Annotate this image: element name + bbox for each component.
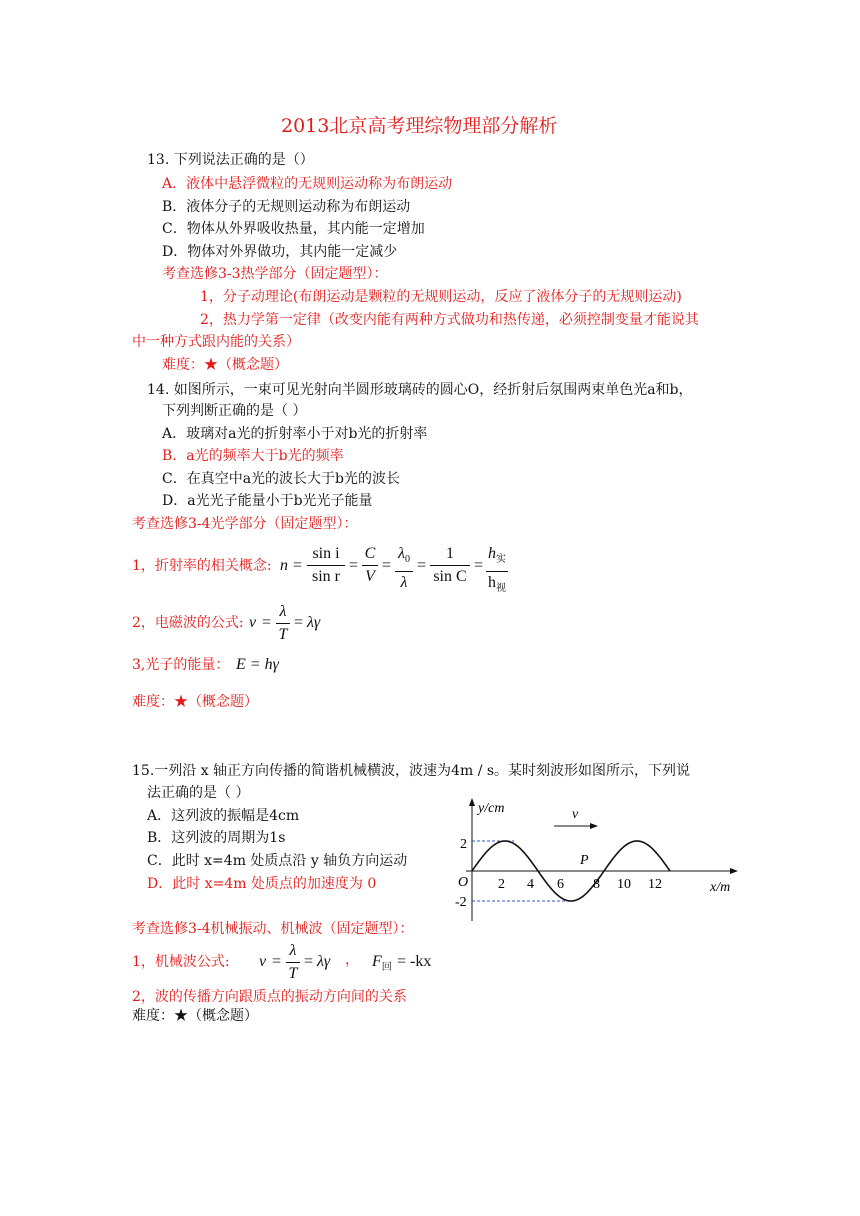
fraction-c-v bbox=[362, 544, 378, 587]
x-tick-6: 6 bbox=[557, 877, 564, 892]
q13-option-c: C．物体从外界吸收热量，其内能一定增加 bbox=[162, 221, 425, 237]
fraction-denominator: sin r bbox=[312, 568, 340, 585]
q13-analysis-heading: 考查选修3-3热学部分（固定题型）： bbox=[162, 266, 388, 282]
q14-formula2-label: 2，电磁波的公式: bbox=[132, 615, 244, 631]
formula-lambda-gamma: λγ bbox=[317, 953, 331, 970]
q14-stem-line1: 14. 如图所示，一束可见光射向半圆形玻璃砖的圆心O，经折射后氛围两束单色光a和b， bbox=[147, 382, 693, 398]
y-tick-neg2: -2 bbox=[455, 895, 467, 910]
fraction-denominator: T bbox=[278, 626, 288, 643]
page-title: 2013北京高考理综物理部分解析 bbox=[281, 115, 558, 137]
y-axis-arrow-icon bbox=[469, 798, 475, 806]
x-tick-12: 12 bbox=[648, 877, 662, 892]
q15-point-2: 2，波的传播方向跟质点的振动方向间的关系 bbox=[132, 989, 407, 1005]
q13-option-b: B．液体分子的无规则运动称为布朗运动 bbox=[162, 199, 411, 215]
x-tick-2: 2 bbox=[498, 877, 505, 892]
q15-option-b: B．这列波的周期为1s bbox=[147, 830, 286, 846]
origin-label: O bbox=[458, 875, 469, 890]
q13-point-1: 1，分子动理论(布朗运动是颗粒的无规则运动，反应了液体分子的无规则运动) bbox=[200, 289, 682, 305]
q14-formula1-label: 1，折射率的相关概念: bbox=[132, 558, 272, 574]
fraction-numerator: 1 bbox=[446, 545, 454, 562]
x-tick-8: 8 bbox=[593, 877, 600, 892]
q15-stem-line2: 法正确的是（ ） bbox=[147, 785, 250, 801]
x-tick-10: 10 bbox=[617, 877, 631, 892]
fraction-numerator: λ bbox=[289, 942, 297, 959]
fraction-lambda-t bbox=[286, 941, 300, 984]
fraction-denominator: T bbox=[288, 965, 298, 982]
q14-option-d: D．a光光子能量小于b光光子能量 bbox=[162, 493, 373, 509]
q15-option-a: A．这列波的振幅是4cm bbox=[147, 808, 300, 824]
subscript-zero: 0 bbox=[404, 554, 410, 566]
q15-stem-line1: 15.一列沿 x 轴正方向传播的简谐机械横波，波速为4m / s。某时刻波形如图所示，下列说 bbox=[132, 763, 691, 779]
x-tick-4: 4 bbox=[527, 877, 534, 892]
h-real: h bbox=[488, 545, 496, 562]
formula-n: n bbox=[280, 557, 288, 574]
force-rhs: = -kx bbox=[397, 953, 432, 970]
velocity-label: v bbox=[572, 807, 579, 822]
subscript-hui: 回 bbox=[381, 962, 392, 974]
photon-energy-formula: E = hγ bbox=[236, 656, 279, 673]
q13-option-d: D．物体对外界做功，其内能一定减少 bbox=[162, 244, 398, 260]
q14-option-a: A．玻璃对a光的折射率小于对b光的折射率 bbox=[162, 426, 428, 442]
q15-formula1-label: 1，机械波公式: bbox=[132, 954, 230, 970]
q15-option-d: D．此时 x=4m 处质点的加速度为 0 bbox=[147, 876, 377, 892]
q14-formula3-label: 3,光子的能量： bbox=[132, 657, 230, 673]
lambda-zero: λ bbox=[398, 545, 405, 562]
fraction-numerator: λ bbox=[279, 603, 287, 620]
fraction-lambda0-lambda bbox=[395, 544, 413, 593]
y-axis-label: y/cm bbox=[478, 801, 505, 816]
x-axis-label: x/m bbox=[710, 880, 731, 895]
h-view: h bbox=[488, 574, 496, 592]
subscript-real: 实 bbox=[496, 554, 506, 566]
q14-option-c: C．在真空中a光的波长大于b光的波长 bbox=[162, 471, 401, 487]
fraction-sini-sinr bbox=[307, 544, 345, 587]
q13-point-2-line1: 2，热力学第一定律（改变内能有两种方式做功和热传递，必须控制变量才能说其 bbox=[200, 312, 699, 328]
formula-v: v bbox=[259, 953, 267, 970]
fraction-1-sinc bbox=[430, 544, 470, 587]
fraction-lambda-t bbox=[276, 602, 290, 645]
q13-option-a: A．液体中悬浮微粒的无规则运动称为布朗运动 bbox=[162, 176, 453, 192]
fraction-denominator: sin C bbox=[433, 568, 467, 585]
velocity-arrow-head-icon bbox=[590, 823, 598, 829]
q15-option-c: C．此时 x=4m 处质点沿 y 轴负方向运动 bbox=[147, 853, 408, 869]
q13-point-2-line2: 中一种方式跟内能的关系） bbox=[132, 334, 300, 350]
fraction-h-real-view bbox=[486, 544, 508, 599]
wave-graph bbox=[452, 796, 742, 926]
q14-difficulty: 难度：★（概念题） bbox=[132, 694, 258, 710]
q14-option-b: B．a光的频率大于b光的频率 bbox=[162, 448, 344, 464]
subscript-view: 视 bbox=[496, 583, 506, 595]
fraction-denominator: λ bbox=[400, 574, 408, 592]
formula-lambda-gamma: λγ bbox=[307, 614, 321, 631]
y-tick-2: 2 bbox=[460, 837, 467, 852]
q13-stem: 13. 下列说法正确的是（） bbox=[147, 152, 314, 168]
q15-analysis-heading: 考查选修3-4机械振动、机械波（固定题型）： bbox=[132, 921, 414, 937]
x-axis-arrow-icon bbox=[730, 868, 738, 874]
formula-v: v bbox=[249, 614, 257, 631]
fraction-denominator: V bbox=[365, 568, 375, 585]
q15-difficulty: 难度：★（概念题） bbox=[132, 1008, 258, 1024]
q14-stem-line2: 下列判断正确的是（ ） bbox=[162, 403, 307, 419]
fraction-numerator: sin i bbox=[312, 545, 340, 562]
q14-analysis-heading: 考查选修3-4光学部分（固定题型）： bbox=[132, 516, 358, 532]
q13-difficulty: 难度：★（概念题） bbox=[162, 357, 288, 373]
fraction-numerator: C bbox=[364, 545, 376, 562]
point-p-label: P bbox=[580, 853, 589, 868]
force-f: F bbox=[372, 953, 382, 970]
formula-eq: = bbox=[293, 557, 303, 574]
